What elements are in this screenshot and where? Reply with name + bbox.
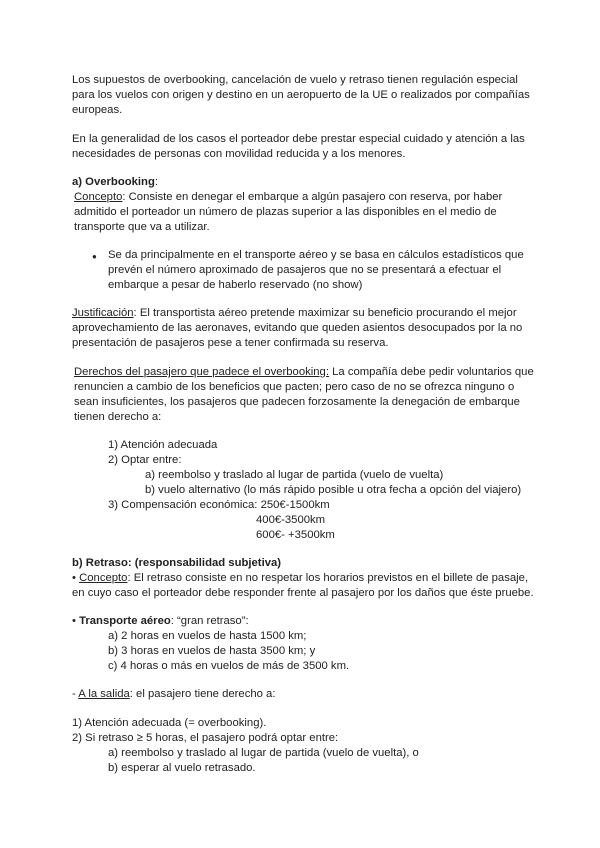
transporte-bullet: •: [72, 615, 80, 627]
list-item-3: 3) Compensación económica: 250€-1500km: [108, 499, 330, 511]
overbooking-derechos: [74, 365, 539, 425]
retraso-concepto-bullet: •: [72, 572, 80, 584]
overbooking-heading: [72, 175, 537, 190]
intro-paragraph-1: Los supuestos de overbooking, cancelación de vuelo y retraso tienen regulación especial para los vuelos con origen y destino en un aeropuerto de la UE o realizados por compañías europeas.: [72, 74, 530, 116]
justificacion-label: Justificación: [72, 307, 134, 319]
concepto-label: Concepto: [74, 191, 123, 203]
retraso-item-c: c) 4 horas o más en vuelos de más de 3500 km.: [108, 660, 350, 672]
derechos-label: Derechos del pasajero que padece el overbooking:: [74, 366, 329, 378]
salida-dash: -: [72, 688, 79, 700]
list-item-1: 1) Atención adecuada: [108, 439, 218, 451]
retraso-heading: b) Retraso: (responsabilidad subjetiva): [72, 557, 282, 569]
salida-item-2: 2) Si retraso ≥ 5 horas, el pasajero podrá optar entre:: [72, 732, 339, 744]
retraso-concepto-text: : El retraso consiste en no respetar los horarios previstos en el billete de pasaje, en cuyo caso el porteador debe responder frente al pasajero por los daños que éste pruebe.: [72, 572, 534, 599]
overbooking-concepto: [74, 190, 539, 235]
salida-label: A la salida: [78, 688, 130, 700]
transporte-aereo: [72, 614, 537, 629]
list-item-3b: 400€-3500km: [256, 514, 326, 526]
overbooking-bullet-text: Se da principalmente en el transporte aéreo y se basa en cálculos estadísticos que prevén el número aproximado de pasajeros que no se presentará a efectuar el embarque a pesar de haberlo reservado (no show): [108, 249, 524, 291]
overbooking-heading-colon: :: [154, 176, 158, 188]
retraso-concepto-label: Concepto: [79, 572, 128, 584]
salida-item-2b: b) esperar al vuelo retrasado.: [108, 762, 256, 774]
overbooking-justificacion: [72, 306, 537, 351]
retraso-item-a: a) 2 horas en vuelos de hasta 1500 km;: [108, 630, 307, 642]
list-item-2b: b) vuelo alternativo (lo más rápido posible u otra fecha a opción del viajero): [145, 484, 522, 496]
overbooking-heading-text: a) Overbooking: [72, 176, 155, 188]
list-item-3c: 600€- +3500km: [256, 529, 335, 541]
list-item-2: 2) Optar entre:: [108, 454, 182, 466]
transporte-label: Transporte aéreo: [79, 615, 171, 627]
justificacion-text: : El transportista aéreo pretende maximizar su beneficio procurando el mejor aprovechamiento de las aeronaves, evitando que queden asientos desocupados por la no presentación de pasajeros pese a tener confirmada su reserva.: [72, 307, 523, 349]
intro-paragraph-2: En la generalidad de los casos el porteador debe prestar especial cuidado y atención a las necesidades de personas con movilidad reducida y a los menores.: [72, 133, 525, 160]
salida-item-2a: a) reembolso y traslado al lugar de partida (vuelo de vuelta), o: [108, 747, 419, 759]
list-item-2a: a) reembolso y traslado al lugar de partida (vuelo de vuelta): [145, 469, 444, 481]
transporte-text: : “gran retraso”:: [170, 615, 249, 627]
concepto-text: : Consiste en denegar el embarque a algún pasajero con reserva, por haber admitido el porteador un número de plazas superior a las disponibles en el medio de transporte que va a utilizar.: [74, 191, 503, 233]
derechos-text: La compañía debe pedir voluntarios que renuncien a cambio de los beneficios que pacten; pero caso de no se ofrezca ninguno o sean insuficientes, los pasajeros que padecen forzosamente la denegación de embarque tienen derecho a:: [74, 366, 534, 423]
salida-item-1: 1) Atención adecuada (= overbooking).: [72, 717, 267, 729]
salida-text: : el pasajero tiene derecho a:: [129, 688, 276, 700]
retraso-item-b: b) 3 horas en vuelos de hasta 3500 km; y: [108, 645, 316, 657]
bullet-dot-icon: ●: [92, 252, 97, 261]
salida-line: [72, 687, 537, 702]
retraso-concepto: [72, 571, 537, 601]
